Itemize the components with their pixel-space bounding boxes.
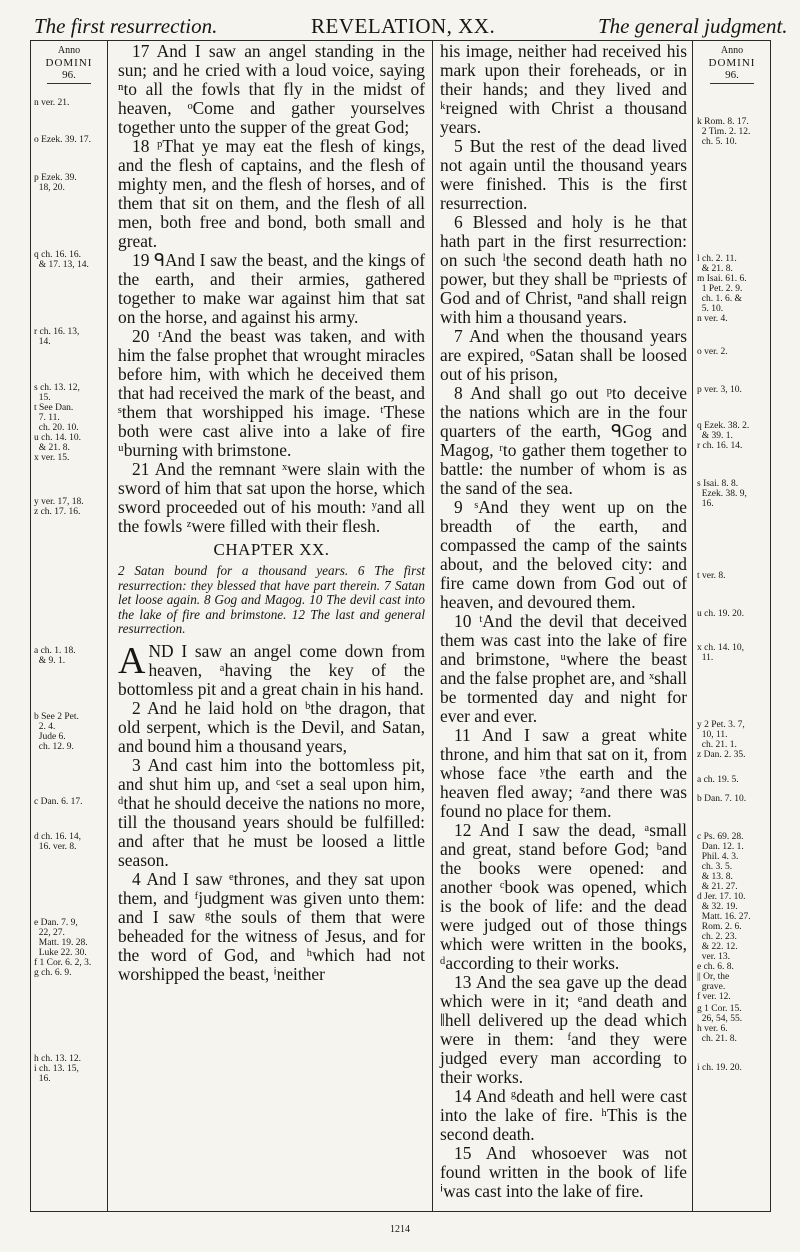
verse-20-11: 11 And I saw a great white throne, and him that sat on it, from whose face ʸthe earth and the heaven fled away; ᶻand there was found no place for them.: [440, 725, 687, 821]
margin-note: o ver. 2.: [697, 347, 728, 357]
margin-note: c Dan. 6. 17.: [34, 797, 83, 807]
summary-text: 2 Satan bound for a thousand years. 6 The first resurrection: they blessed that have part therein. 7 Satan let loose again. 8 Gog and Magog. 10 The devil cast into the lake of fire and brimstone. 12 The last and general resurrection.: [118, 563, 425, 636]
margin-note: q ch. 16. 16. & 17. 13, 14.: [34, 250, 89, 270]
margin-note: b See 2 Pet. 2. 4. Jude 6. ch. 12. 9.: [34, 712, 79, 752]
margin-note: s Isai. 8. 8. Ezek. 38. 9, 16.: [697, 479, 747, 509]
margin-note: u ch. 19. 20.: [697, 609, 744, 619]
text-column-right: [440, 42, 687, 1201]
running-head-left: The first resurrection.: [34, 14, 218, 38]
anno-label: Anno: [720, 45, 744, 56]
verse-20-9: 9 ˢAnd they went up on the breadth of the earth, and compassed the camp of the saints about, and the beloved city: and fire came down from God out of heaven, and devoured them.: [440, 497, 687, 612]
domini-label: DOMINI: [45, 57, 93, 69]
margin-note: q Ezek. 38. 2. & 39. 1. r ch. 16. 14.: [697, 421, 750, 451]
margin-note: d ch. 16. 14, 16. ver. 8.: [34, 832, 81, 852]
text-column-left: [118, 42, 425, 984]
margin-note: e Dan. 7. 9, 22, 27. Matt. 19. 28. Luke 22. 30. f 1 Cor. 6. 2, 3. g ch. 6. 9.: [34, 918, 92, 978]
left-margin-references: [34, 0, 108, 1210]
margin-note: p ver. 3, 10.: [697, 385, 742, 395]
chapter-heading: CHAPTER XX.: [213, 540, 330, 559]
verse-19-20: 20 ʳAnd the beast was taken, and with him the false prophet that wrought miracles before him, with which he deceived them that had received the mark of the beast, and ˢthem that worshipped his image. ᵗThese both were cast alive into a lake of fire ᵘburning with brimstone.: [118, 326, 425, 460]
margin-note: a ch. 19. 5.: [697, 775, 739, 785]
running-head-right: The general judgment.: [598, 14, 788, 38]
frame-bottom-rule: [30, 1211, 771, 1212]
right-margin-references: [697, 0, 771, 1210]
verse-20-1: [118, 639, 425, 699]
margin-note: g 1 Cor. 15. 26, 54, 55. h ver. 6. ch. 21. 8.: [697, 1004, 743, 1044]
margin-note: y ver. 17, 18. z ch. 17. 16.: [34, 497, 84, 517]
verse-19-17: 17 And I saw an angel standing in the sun; and he cried with a loud voice, saying ⁿto all the fowls that fly in the midst of heaven, ᵒCome and gather yourselves together unto the supper of the great God;: [118, 41, 425, 137]
drop-cap: A: [118, 639, 146, 682]
verse-19-21: 21 And the remnant ˣwere slain with the sword of him that sat upon the horse, which sword proceeded out of his mouth: ʸand all the fowls ᶻwere filled with their flesh.: [118, 459, 425, 536]
anno-year: 96.: [725, 69, 739, 81]
domini-label: DOMINI: [708, 57, 756, 69]
margin-note: s ch. 13. 12, 15. t See Dan. 7. 11. ch. 20. 10. u ch. 14. 10. & 21. 8. x ver. 15.: [34, 383, 81, 463]
margin-note: l ch. 2. 11. & 21. 8. m Isai. 61. 6. 1 Pet. 2. 9. ch. 1. 6. & 5. 10. n ver. 4.: [697, 254, 747, 324]
verse-20-1-text: ND I saw an angel come down from heaven, ᵃhaving the key of the bottomless pit and a great chain in his hand.: [118, 640, 425, 699]
page-number: 1214: [390, 1224, 410, 1235]
verse-20-7: 7 And when the thousand years are expired, ᵒSatan shall be loosed out of his prison,: [440, 326, 687, 384]
verse-20-10: 10 ᵗAnd the devil that deceived them was cast into the lake of fire and brimstone, ᵘwhere the beast and the false prophet are, and ˣshall be tormented day and night for ever and ever.: [440, 611, 687, 726]
chapter-summary: [118, 564, 425, 637]
verse-20-13: 13 And the sea gave up the dead which were in it; ᵉand death and ‖hell delivered up the dead which were in them: ᶠand they were judged every man according to their works.: [440, 972, 687, 1087]
verse-20-12: 12 And I saw the dead, ᵃsmall and great, stand before God; ᵇand the books were opened: and another ᶜbook was opened, which is the book of life: and the dead were judged out of those things which were written in the books, ᵈaccording to their works.: [440, 820, 687, 973]
margin-note: y 2 Pet. 3. 7, 10, 11. ch. 21. 1. z Dan. 2. 35.: [697, 720, 746, 760]
verse-20-4-cont: his image, neither had received his mark upon their foreheads, or in their hands; and they lived and ᵏreigned with Christ a thousand years.: [440, 41, 687, 137]
margin-note: h ch. 13. 12. i ch. 13. 15, 16.: [34, 1054, 81, 1084]
verse-20-14: 14 And ᵍdeath and hell were cast into the lake of fire. ʰThis is the second death.: [440, 1086, 687, 1144]
right-margin-divider: [692, 40, 693, 1212]
anno-label: Anno: [57, 45, 81, 56]
anno-year: 96.: [62, 69, 76, 81]
margin-note: n ver. 21.: [34, 98, 70, 108]
margin-note: k Rom. 8. 17. 2 Tim. 2. 12. ch. 5. 10.: [697, 117, 751, 147]
margin-note: a ch. 1. 18. & 9. 1.: [34, 646, 76, 666]
verse-20-2: 2 And he laid hold on ᵇthe dragon, that old serpent, which is the Devil, and Satan, and bound him a thousand years,: [118, 697, 425, 756]
margin-note: i ch. 19. 20.: [697, 1063, 742, 1073]
column-divider: [432, 40, 433, 1212]
margin-note: r ch. 16. 13, 14.: [34, 327, 80, 347]
verse-20-4: 4 And I saw ᵉthrones, and they sat upon them, and ᶠjudgment was given unto them: and I saw ᵍthe souls of them that were beheaded for the witness of Jesus, and for the word of God, and ʰwhich had not worshipped the beast, ⁱneither: [118, 868, 425, 984]
margin-note: p Ezek. 39. 18, 20.: [34, 173, 77, 193]
running-head-center: REVELATION, XX.: [311, 14, 496, 38]
margin-note: b Dan. 7. 10.: [697, 794, 747, 804]
verse-20-5: 5 But the rest of the dead lived not again until the thousand years were finished. This is the first resurrection.: [440, 136, 687, 213]
verse-20-6: 6 Blessed and holy is he that hath part in the first resurrection: on such ˡthe second death hath no power, but they shall be ᵐpriests of God and of Christ, ⁿand shall reign with him a thousand years.: [440, 212, 687, 327]
margin-note: o Ezek. 39. 17.: [34, 135, 91, 145]
margin-note: x ch. 14. 10, 11.: [697, 643, 744, 663]
margin-note: t ver. 8.: [697, 571, 726, 581]
verse-20-3: 3 And cast him into the bottomless pit, and shut him up, and ᶜset a seal upon him, ᵈthat he should deceive the nations no more, till the thousand years should be fulfilled: and after that he must be loosed a little season.: [118, 754, 425, 870]
verse-19-19: 19 ᑫAnd I saw the beast, and the kings of the earth, and their armies, gathered together to make war against him that sat on the horse, and against his army.: [118, 250, 425, 327]
margin-note: c Ps. 69. 28. Dan. 12. 1. Phil. 4. 3. ch. 3. 5. & 13. 8. & 21. 27. d Jer. 17. 10. & 32. 19. Matt. 16. 27. Rom. 2. 6. ch. 2. 23. & 22. 12. ver. 13. e ch. 6. 8. || Or, the grave. f ver. 12.: [697, 832, 751, 1002]
verse-19-18: 18 ᵖThat ye may eat the flesh of kings, and the flesh of captains, and the flesh of mighty men, and the flesh of horses, and of them that sit on them, and the flesh of all men, both free and bond, both small and great.: [118, 136, 425, 251]
verse-20-15: 15 And whosoever was not found written in the book of life ⁱwas cast into the lake of fire.: [440, 1143, 687, 1201]
frame-left-rule: [30, 40, 31, 1212]
verse-20-8: 8 And shall go out ᵖto deceive the nations which are in the four quarters of the earth, ᑫGog and Magog, ʳto gather them together to battle: the number of whom is as the sand of the sea.: [440, 383, 687, 498]
